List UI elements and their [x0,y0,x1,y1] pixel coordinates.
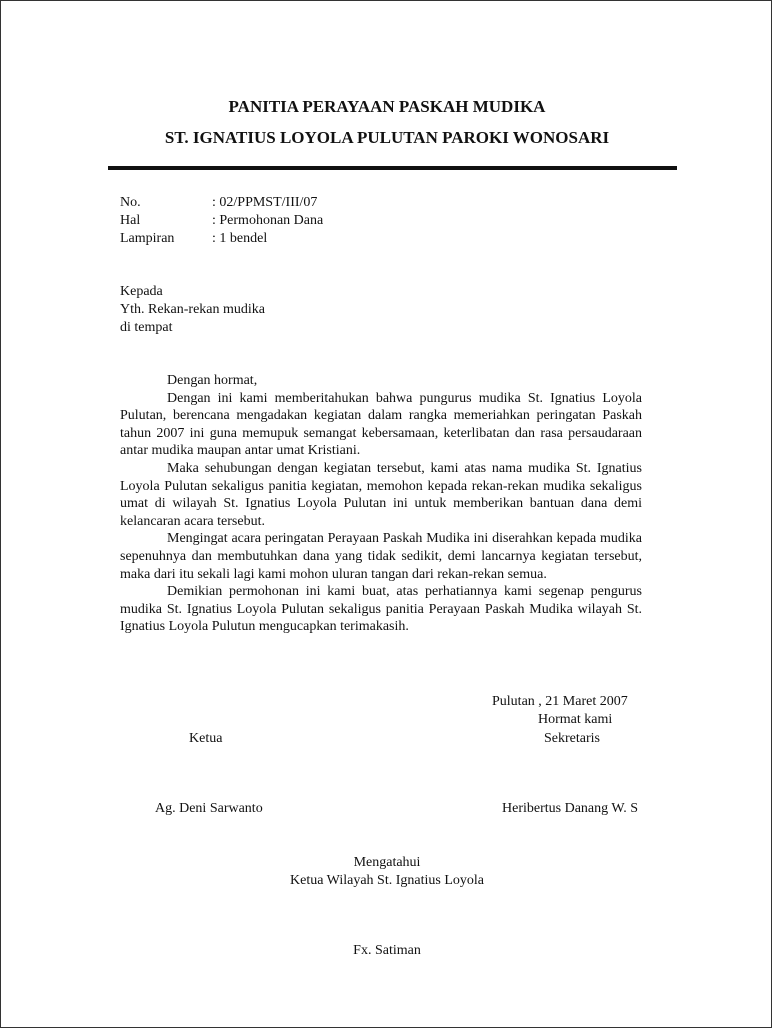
greeting: Dengan hormat, [167,373,258,388]
meta-row-attachment [1,230,772,248]
meta-value: : 02/PPMST/III/07 [212,195,318,210]
secretary-title: Sekretaris [544,731,600,746]
letter-body [120,372,642,636]
header-title-line2: ST. IGNATIUS LOYOLA PULUTAN PAROKI WONOSARI [164,128,610,147]
meta-value: : Permohonan Dana [212,213,324,228]
secretary-name: Heribertus Danang W. S [502,801,639,816]
body-paragraph-4: Demikian permohonan ini kami buat, atas perhatiannya kami segenap pengurus mudika St. Ignatius Loyola Pulutan sekaligus panitia Perayaan Paskah Mudika wilayah St. Ignatius Loyola Pulutun mengucapkan terimakasih. [120,584,642,635]
meta-value: : 1 bendel [212,231,268,246]
header-title-line1: PANITIA PERAYAAN PASKAH MUDIKA [228,97,546,116]
chair-title: Ketua [189,731,223,746]
header-divider [108,166,677,170]
meta-label: Lampiran [120,231,175,246]
body-paragraph-3: Mengingat acara peringatan Perayaan Paskah Mudika ini diserahkan kepada mudika sepenuhnya dan membutuhkan dana yang tidak sedikit, demi lancarnya kegiatan tersebut, maka dari itu sekali lagi kami mohon uluran tangan dari rekan-rekan semua. [120,531,642,582]
chair-name: Ag. Deni Sarwanto [155,801,263,816]
meta-label: Hal [120,213,141,228]
recipient-line2: Yth. Rekan-rekan mudika [120,302,266,317]
place-date: Pulutan , 21 Maret 2007 [492,694,628,709]
meta-row-number [1,194,772,212]
regional-name: Fx. Satiman [353,943,421,958]
body-paragraph-2: Maka sehubungan dengan kegiatan tersebut, kami atas nama mudika St. Ignatius Loyola Pulutan sekaligus panitia kegiatan, memohon kepada rekan-rekan mudika sekaligus umat di wilayah St. Ignatius Loyola Pulutan ini untuk memberikan bantuan dana demi kelancaran acara tersebut. [120,460,642,529]
regional-title: Ketua Wilayah St. Ignatius Loyola [290,873,484,888]
meta-label: No. [120,195,141,210]
recipient-line3: di tempat [120,320,173,335]
meta-row-subject [1,212,772,230]
acknowledge-label: Mengatahui [353,855,421,870]
recipient-line1: Kepada [120,284,163,299]
body-paragraph-1: Dengan ini kami memberitahukan bahwa pungurus mudika St. Ignatius Loyola Pulutan, berencana mengadakan kegiatan dalam rangka memeriahkan peringatan Paskah tahun 2007 ini guna memupuk semangat kebersamaan, keterlibatan dan rasa persaudaraan antar mudika maupan antar umat Kristiani. [120,390,642,459]
regards: Hormat kami [538,712,613,727]
